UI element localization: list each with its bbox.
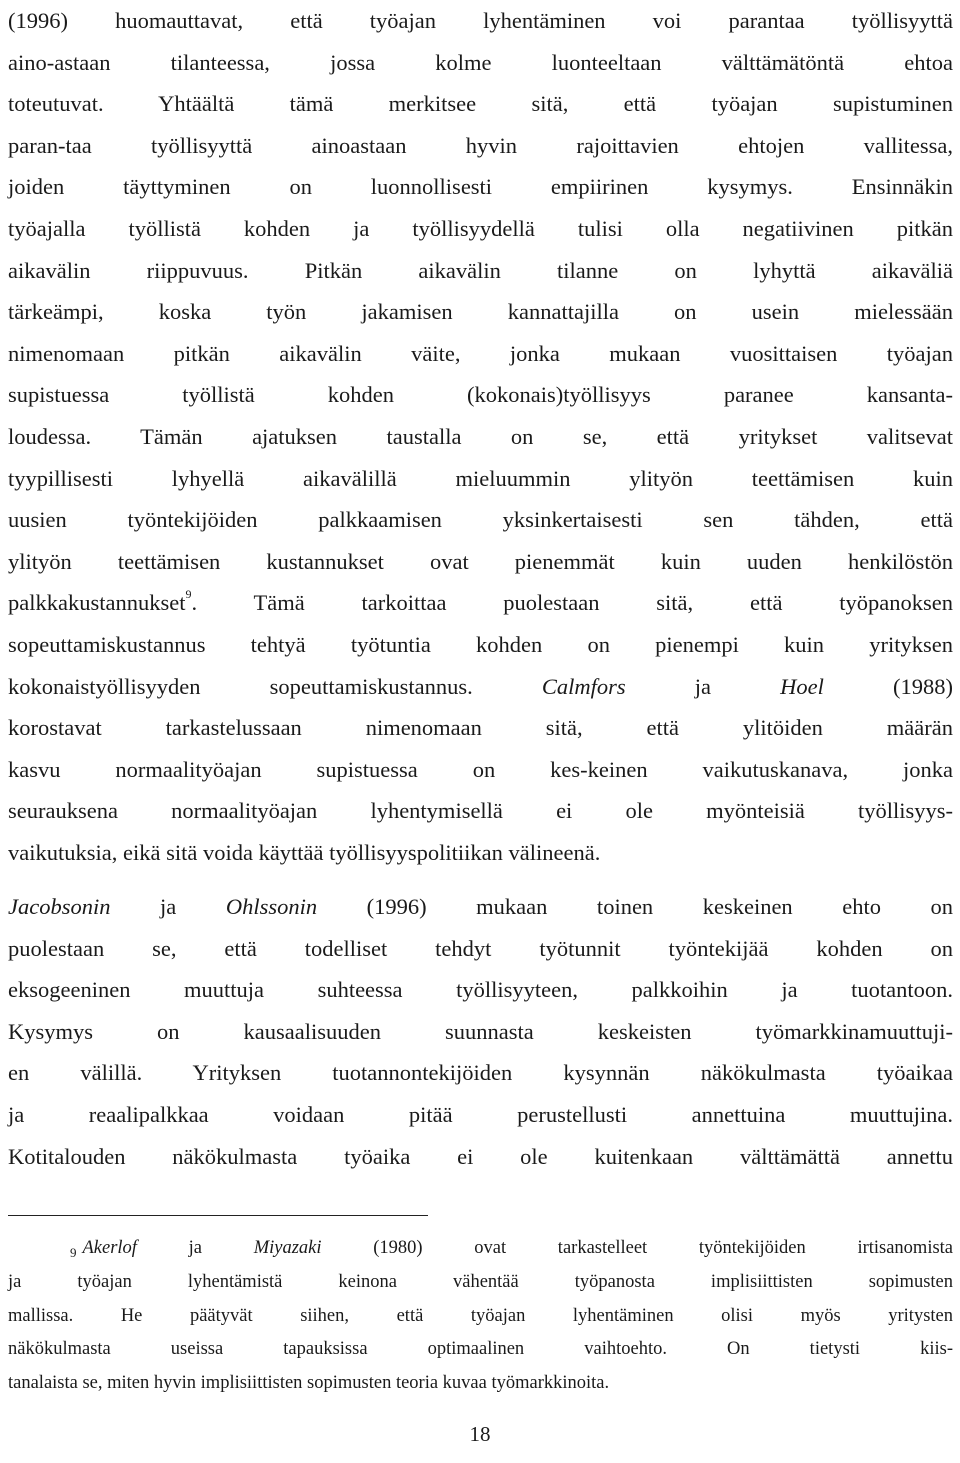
footnote-line: mallissa. He päätyvät siihen, että työajan lyhentäminen olisi myös yritysten	[8, 1305, 953, 1326]
text-line	[8, 886, 953, 928]
author-name: Hoel	[780, 673, 824, 699]
page-number: 18	[469, 1422, 491, 1446]
text-line: aikavälin riippuvuus. Pitkän aikavälin tilanne on lyhyttä aikaväliä	[8, 257, 953, 283]
footnote-line	[8, 1232, 953, 1266]
text-fragment: (1988)	[893, 673, 954, 699]
paragraph-1	[8, 0, 953, 873]
text-line: työajalla työllistä kohden ja työllisyydellä tulisi olla negatiivinen pitkän	[8, 215, 953, 241]
footnote-line: näkökulmasta useissa tapauksissa optimaalinen vaihtoehto. On tietysti kiis-	[8, 1339, 953, 1360]
text-line: ja reaalipalkkaa voidaan pitää perustellusti annettuina muuttujina.	[8, 1101, 953, 1127]
text-line: korostavat tarkastelussaan nimenomaan sitä, että ylitöiden määrän	[8, 715, 953, 741]
footnote-reference: 9	[185, 587, 192, 602]
text-line: tyypillisesti lyhyellä aikavälillä mieluummin ylityön teettämisen kuin	[8, 465, 953, 491]
text-fragment: . Tämä tarkoittaa puolestaan sitä, että työpanoksen	[191, 590, 953, 616]
text-line: toteutuvat. Yhtäältä tämä merkitsee sitä, että työajan supistuminen	[8, 91, 953, 117]
text-line: kasvu normaalityöajan supistuessa on kes-keinen vaikutuskanava, jonka	[8, 756, 953, 782]
text-line: aino-astaan tilanteessa, jossa kolme luonteeltaan välttämätöntä ehtoa	[8, 49, 953, 75]
footnote-divider	[8, 1215, 428, 1216]
text-line: tärkeämpi, koska työn jakamisen kannattajilla on usein mielessään	[8, 299, 953, 325]
text-line: nimenomaan pitkän aikavälin väite, jonka mukaan vuosittaisen työajan	[8, 340, 953, 366]
text-line: supistuessa työllistä kohden (kokonais)työllisyys paranee kansanta-	[8, 382, 953, 408]
text-fragment: ja	[694, 673, 712, 699]
footnote-line: ja työajan lyhentämistä keinona vähentää työpanosta implisiittisten sopimusten	[8, 1271, 953, 1292]
text-line: seurauksena normaalityöajan lyhentymisellä ei ole myönteisiä työllisyys-	[8, 798, 953, 824]
text-fragment: palkkakustannukset	[8, 590, 186, 616]
text-line: puolestaan se, että todelliset tehdyt työtunnit työntekijää kohden on	[8, 935, 953, 961]
text-line: paran-taa työllisyyttä ainoastaan hyvin rajoittavien ehtojen vallitessa,	[8, 132, 953, 158]
author-name: Miyazaki	[253, 1238, 322, 1258]
text-line: (1996) huomauttavat, että työajan lyhentäminen voi parantaa työllisyyttä	[8, 8, 953, 33]
footnote-marker: 9	[70, 1245, 77, 1260]
text-line: sopeuttamiskustannus tehtyä työtuntia kohden on pienempi kuin yrityksen	[8, 631, 953, 657]
text-line: vaikutuksia, eikä sitä voida käyttää työllisyyspolitiikan välineenä.	[8, 839, 601, 865]
text-line: uusien työntekijöiden palkkaamisen yksinkertaisesti sen tähden, että	[8, 507, 953, 533]
text-line: en välillä. Yrityksen tuotannontekijöiden kysynnän näkökulmasta työaikaa	[8, 1060, 953, 1086]
text-line	[8, 582, 953, 624]
text-fragment: ja	[188, 1238, 203, 1258]
text-line: joiden täyttyminen on luonnollisesti empiirinen kysymys. Ensinnäkin	[8, 174, 953, 200]
author-name: Akerlof	[82, 1238, 137, 1258]
author-name: Ohlssonin	[225, 894, 318, 919]
text-line: loudessa. Tämän ajatuksen taustalla on se, että yritykset valitsevat	[8, 423, 953, 449]
text-fragment: (1980) ovat tarkastelleet työntekijöiden irtisanomista	[373, 1238, 954, 1258]
text-fragment: kokonaistyöllisyyden sopeuttamiskustannus.	[8, 673, 473, 699]
text-line: ylityön teettämisen kustannukset ovat pienemmät kuin uuden henkilöstön	[8, 548, 953, 574]
footnote	[8, 1232, 953, 1401]
author-name: Jacobsonin	[8, 894, 111, 919]
text-fragment: ja	[160, 894, 177, 919]
text-line	[8, 666, 953, 708]
text-fragment: (1996) mukaan toinen keskeinen ehto on	[366, 894, 954, 919]
text-line: Kotitalouden näkökulmasta työaika ei ole kuitenkaan välttämättä annettu	[8, 1143, 953, 1169]
text-line: eksogeeninen muuttuja suhteessa työllisyyteen, palkkoihin ja tuotantoon.	[8, 977, 953, 1003]
author-name: Calmfors	[541, 673, 626, 699]
footnote-line: tanalaista se, miten hyvin implisiittisten sopimusten teoria kuvaa työmarkkinoita.	[8, 1373, 610, 1394]
text-line: Kysymys on kausaalisuuden suunnasta keskeisten työmarkkinamuuttuji-	[8, 1018, 953, 1044]
paragraph-2	[8, 886, 953, 1177]
